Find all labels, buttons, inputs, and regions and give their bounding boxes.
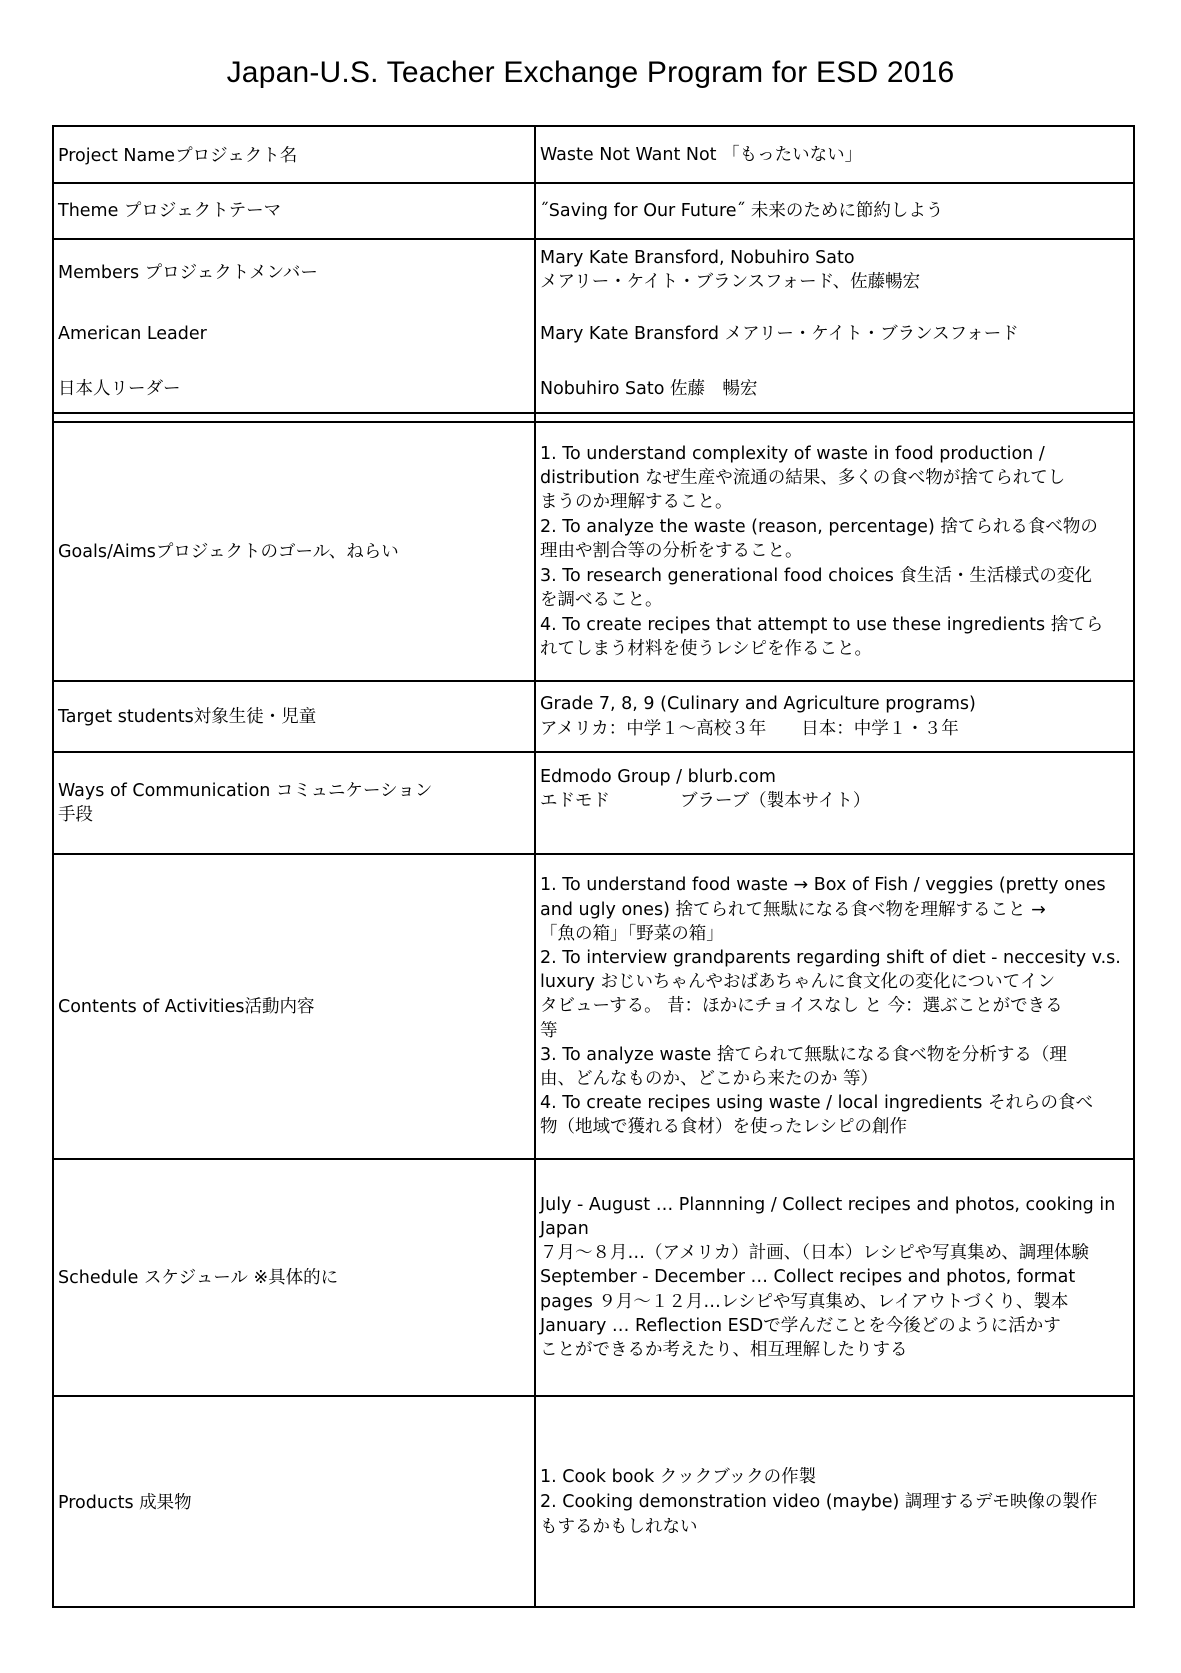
schedule-line: pages ９月～１２月…レシピや写真集め、レイアウトづくり、製本 (540, 1291, 1069, 1312)
goals-line: まうのか理解すること。 (540, 492, 733, 513)
label-project-name: Project Nameプロジェクト名 (58, 145, 298, 166)
schedule-line: July - August … Plannning / Collect recipes and photos, cooking in (540, 1194, 1116, 1215)
goals-line: を調べること。 (540, 590, 663, 611)
goals-line: 4. To create recipes that attempt to use these ingredients 捨てら (540, 614, 1104, 635)
activities-line: 物（地域で獲れる食材）を使ったレシピの創作 (540, 1117, 908, 1138)
activities-line: 2. To interview grandparents regarding shift of diet - neccesity v.s. (540, 947, 1121, 968)
label-japanese-leader: 日本人リーダー (58, 379, 181, 399)
goals-line: distribution なぜ生産や流通の結果、多くの食べ物が捨てられてし (540, 468, 1066, 489)
communication-line: エドモド ブラーブ（製本サイト） (540, 791, 871, 811)
activities-line: 3. To analyze waste 捨てられて無駄になる食べ物を分析する（理 (540, 1044, 1067, 1065)
value-american-leader: Mary Kate Bransford メアリー・ケイト・ブランスフォード (540, 324, 1019, 344)
communication-line: Edmodo Group / blurb.com (540, 767, 776, 787)
activities-line: 等 (540, 1020, 558, 1041)
row-activities (54, 855, 1133, 1158)
value-products-cell (540, 1397, 1132, 1608)
row-products (54, 1397, 1133, 1608)
row-goals (54, 423, 1133, 680)
label-theme: Theme プロジェクトテーマ (58, 201, 282, 221)
label-activities: Contents of Activities活動内容 (58, 996, 315, 1017)
value-theme-cell (540, 184, 1132, 238)
value-project-name: Waste Not Want Not 「もったいない」 (540, 145, 863, 165)
value-project-name-cell (540, 129, 1132, 182)
schedule-line: ことができるか考えたり、相互理解したりする (540, 1340, 908, 1360)
label-members: Members プロジェクトメンバー (58, 263, 318, 283)
label-communication (58, 753, 528, 853)
label-communication-line: Ways of Communication コミュニケーション (58, 781, 433, 801)
activities-line: and ugly ones) 捨てられて無駄になる食べ物を理解すること → (540, 899, 1046, 920)
page-title: Japan-U.S. Teacher Exchange Program for ESD 2016 (226, 56, 955, 89)
value-communication (540, 765, 1132, 813)
activities-line: 由、どんなものか、どこから来たのか 等） (540, 1069, 879, 1089)
schedule-line: Japan (540, 1218, 589, 1239)
label-products: Products 成果物 (58, 1492, 192, 1513)
row-schedule (54, 1160, 1133, 1395)
row-target-students (54, 682, 1133, 751)
value-members-line: Mary Kate Bransford, Nobuhiro Sato (540, 248, 855, 268)
schedule-line: September - December … Collect recipes and photos, format (540, 1267, 1076, 1288)
row-divider (54, 238, 1133, 240)
label-schedule: Schedule スケジュール ※具体的に (58, 1267, 339, 1288)
goals-line: 理由や割合等の分析をすること。 (540, 541, 803, 562)
row-divider (54, 412, 1133, 414)
row-project-name (54, 129, 1133, 182)
value-japanese-leader: Nobuhiro Sato 佐藤 暢宏 (540, 379, 758, 399)
activities-line: 4. To create recipes using waste / local ingredients それらの食べ (540, 1093, 1093, 1114)
goals-line: 2. To analyze the waste (reason, percentage) 捨てられる食べ物の (540, 516, 1098, 537)
goals-line: 1. To understand complexity of waste in food production / (540, 443, 1045, 464)
target-line: Grade 7, 8, 9 (Culinary and Agriculture programs) (540, 693, 976, 714)
products-line: もするかもしれない (540, 1517, 698, 1537)
value-theme: ˝Saving for Our Future˝ 未来のために節約しよう (540, 200, 944, 221)
value-schedule-cell (540, 1160, 1132, 1395)
goals-line: れてしまう材料を使うレシピを作ること。 (540, 638, 873, 659)
schedule-line: January … Reflection ESDで学んだことを今後どのように活かす (540, 1315, 1061, 1336)
products-line: 2. Cooking demonstration video (maybe) 調理するデモ映像の製作 (540, 1492, 1098, 1512)
activities-line: 1. To understand food waste → Box of Fish / veggies (pretty ones (540, 875, 1106, 896)
goals-line: 3. To research generational food choices 食生活・生活様式の変化 (540, 565, 1092, 586)
value-goals-cell (540, 423, 1132, 680)
row-communication (54, 753, 1133, 853)
value-members-line: メアリー・ケイト・ブランスフォード、佐藤暢宏 (540, 272, 921, 292)
project-table (52, 125, 1135, 1608)
label-american-leader: American Leader (58, 324, 207, 344)
label-target-students: Target students対象生徒・児童 (58, 706, 317, 727)
activities-line: luxury おじいちゃんやおばあちゃんに食文化の変化についてイン (540, 972, 1056, 993)
value-target-cell (540, 682, 1132, 751)
value-activities-cell (540, 855, 1132, 1158)
label-communication-line: 手段 (58, 805, 93, 825)
label-goals: Goals/Aimsプロジェクトのゴール、ねらい (58, 541, 399, 562)
products-line: 1. Cook book クックブックの作製 (540, 1467, 817, 1487)
value-members (540, 246, 1132, 294)
activities-line: タビューする。 昔：ほかにチョイスなし と 今：選ぶことができる (540, 996, 1063, 1017)
row-theme (54, 184, 1133, 238)
activities-line: 「魚の箱」「野菜の箱」 (540, 923, 724, 944)
schedule-line: ７月～８月…（アメリカ）計画、（日本）レシピや写真集め、調理体験 (540, 1243, 1089, 1264)
target-line: アメリカ：中学１～高校３年 日本：中学１・３年 (540, 718, 959, 739)
